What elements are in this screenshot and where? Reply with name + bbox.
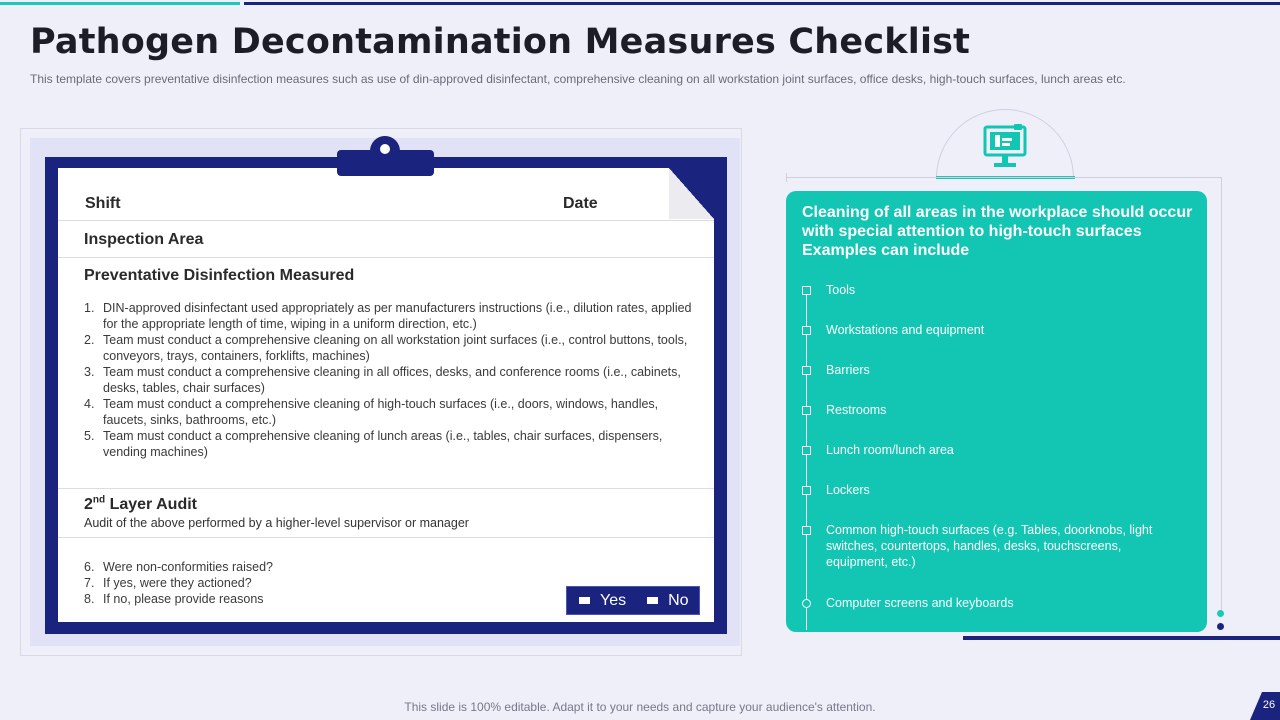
no-checkbox-icon[interactable]	[647, 597, 658, 604]
list-item: 2. Team must conduct a comprehensive cleaning on all workstation joint surfaces (i.e., control buttons, tools, conveyors, trays, containers, forklifts, machines)	[84, 333, 688, 363]
audit-title: 2nd Layer Audit	[84, 494, 197, 513]
list-item: 8. If no, please provide reasons	[84, 592, 264, 606]
bullet-square-icon	[802, 326, 811, 335]
clipboard-ring-hole	[380, 144, 390, 154]
shift-label: Shift	[85, 195, 121, 212]
page-title: Pathogen Decontamination Measures Checklist	[30, 22, 971, 62]
bullet-square-icon	[802, 286, 811, 295]
bullet-square-icon	[802, 486, 811, 495]
decor-dot-navy	[1217, 623, 1224, 630]
list-item: Restrooms	[826, 403, 887, 417]
divider	[58, 488, 714, 489]
bullet-circle-icon	[802, 599, 811, 608]
list-item: 3. Team must conduct a comprehensive cleaning in all offices, desks, and conference rooms (i.e., cabinets, desks, tables, chair surfaces)	[84, 365, 681, 395]
yes-option[interactable]	[579, 592, 626, 610]
list-item: Workstations and equipment	[826, 323, 985, 337]
bullet-square-icon	[802, 526, 811, 535]
list-item: Lockers	[826, 483, 870, 497]
preventative-heading: Preventative Disinfection Measured	[84, 267, 355, 284]
page-subtitle: This template covers preventative disinfection measures such as use of din-approved disinfectant, comprehensive cleaning on all workstation joint surfaces, office desks, high-touch surfaces, lunch areas etc.	[30, 72, 1126, 86]
yes-label: Yes	[600, 591, 627, 609]
yes-checkbox-icon[interactable]	[579, 597, 590, 604]
cleaning-card-heading: Cleaning of all areas in the workplace should occur with special attention to high-touch surfaces Examples can include	[802, 204, 1193, 259]
bullet-square-icon	[802, 406, 811, 415]
no-label: No	[668, 591, 689, 609]
panel-frame-tick	[786, 173, 787, 182]
top-accent-teal	[0, 2, 240, 5]
list-item: 1. DIN-approved disinfectant used appropriately as per manufacturers instructions (i.e., dilution rates, applied for the appropriate length of time, wiping in a uniform direction, etc.)	[84, 301, 692, 331]
list-item: Common high-touch surfaces (e.g. Tables, doorknobs, light switches, countertops, handles, desks, touchscreens, equipment, etc.)	[826, 523, 1153, 569]
bullet-connector	[806, 290, 807, 630]
bullet-square-icon	[802, 366, 811, 375]
date-label: Date	[563, 195, 598, 212]
list-item: 6. Were non-conformities raised?	[84, 560, 273, 574]
divider	[58, 257, 714, 258]
list-item: 4. Team must conduct a comprehensive cleaning of high-touch surfaces (i.e., doors, windows, handles, faucets, sinks, bathrooms, etc.)	[84, 397, 659, 427]
bottom-accent-line	[963, 636, 1280, 640]
panel-frame-right	[1221, 177, 1222, 617]
decor-dot-teal	[1217, 610, 1224, 617]
list-item: Tools	[826, 283, 856, 297]
list-item: 5. Team must conduct a comprehensive cleaning of lunch areas (i.e., tables, chair surfaces, dispensers, vending machines)	[84, 429, 663, 459]
audit-questions-list	[84, 559, 273, 607]
bullet-square-icon	[802, 446, 811, 455]
measures-list	[84, 300, 694, 460]
list-item: 7. If yes, were they actioned?	[84, 576, 252, 590]
panel-frame-top	[786, 177, 1222, 178]
inspection-area-label: Inspection Area	[84, 231, 204, 248]
paper-fold-corner	[669, 168, 714, 219]
divider	[58, 537, 714, 538]
divider	[58, 220, 714, 221]
audit-description: Audit of the above performed by a higher-level supervisor or manager	[84, 516, 469, 530]
list-item: Barriers	[826, 363, 870, 377]
computer-disinfection-icon	[980, 121, 1030, 171]
no-option[interactable]	[647, 592, 688, 610]
list-item: Lunch room/lunch area	[826, 443, 954, 457]
yes-no-selector	[566, 586, 700, 615]
list-item: Computer screens and keyboards	[826, 596, 1014, 610]
page-number: 26	[1262, 699, 1276, 711]
footer-note: This slide is 100% editable. Adapt it to your needs and capture your audience's attention.	[404, 700, 876, 714]
top-accent-navy	[244, 2, 1280, 5]
